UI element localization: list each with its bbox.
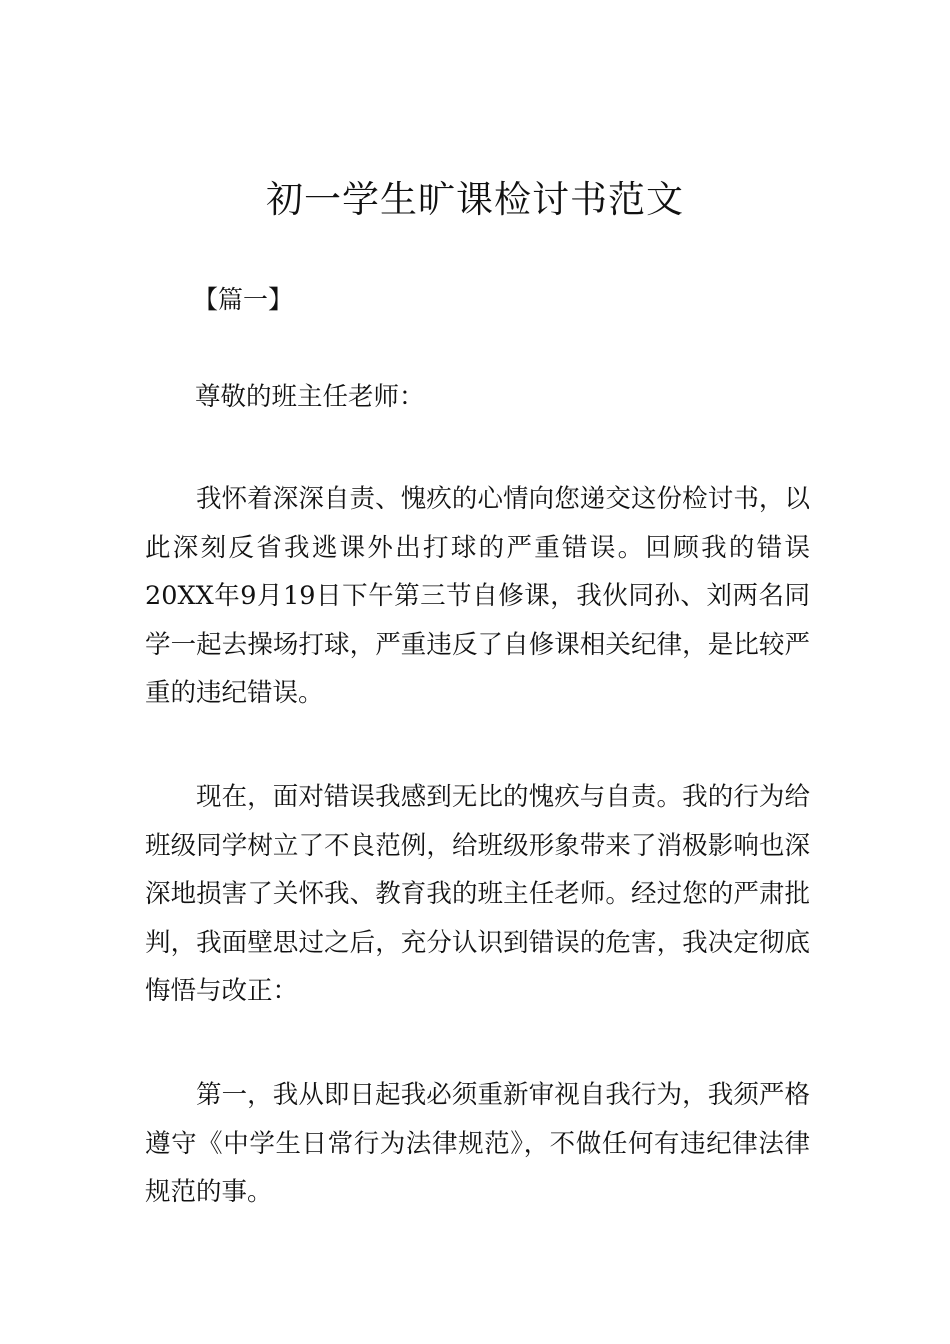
paragraph-3-block [145,1071,810,1217]
paragraph-2-block [145,773,810,1016]
paragraph: 我怀着深深自责、愧疚的心情向您递交这份检讨书，以此深刻反省我逃课外出打球的严重错误。回顾我的错误20XX年9月19日下午第三节自修课，我伙同孙、刘两名同学一起去操场打球，严重违反了自修课相关纪律，是比较严重的违纪错误。 [145,484,810,708]
section-label: 【篇一】 [193,285,294,314]
paragraph: 现在，面对错误我感到无比的愧疚与自责。我的行为给班级同学树立了不良范例，给班级形象带来了消极影响也深深地损害了关怀我、教育我的班主任老师。经过您的严肃批判，我面壁思过之后，充分认识到错误的危害，我决定彻底悔悟与改正： [145,782,810,1006]
document-title: 初一学生旷课检讨书范文 [266,178,684,221]
paragraph-1-block [145,475,810,718]
paragraph: 第一，我从即日起我必须重新审视自我行为，我须严格遵守《中学生日常行为法律规范》，不做任何有违纪律法律规范的事。 [145,1080,810,1207]
salutation: 尊敬的班主任老师： [195,382,425,412]
